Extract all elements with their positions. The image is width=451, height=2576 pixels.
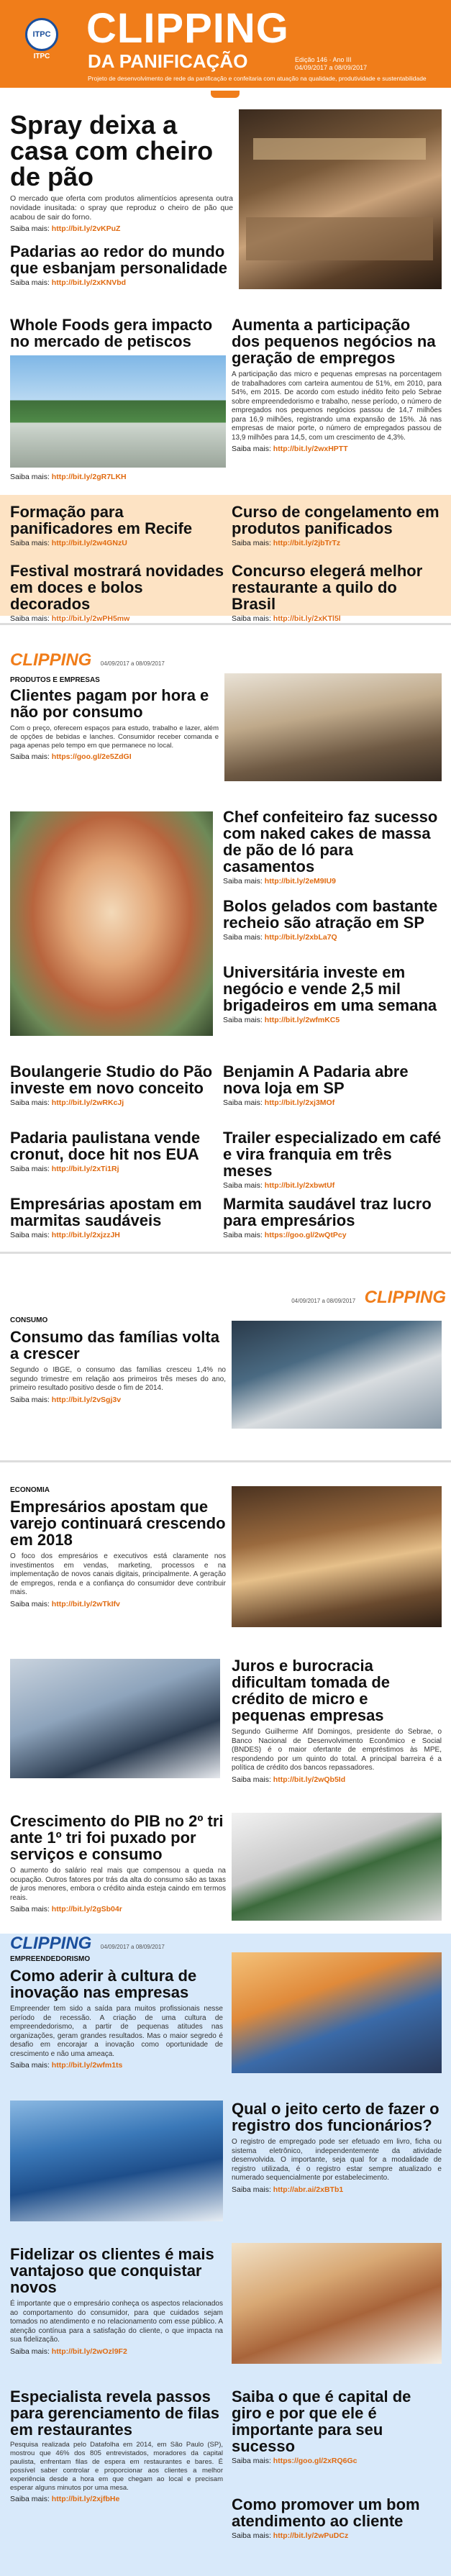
story-title: Empresários apostam que varejo continuará crescendo em 2018	[10, 1498, 226, 1549]
story-consumo	[10, 1316, 226, 1404]
saiba-mais	[10, 2061, 223, 2070]
story-title: Especialista revela passos para gerenciamento de filas em restaurantes	[10, 2388, 219, 2439]
clipping-bar-consumo	[259, 1288, 446, 1307]
story-link[interactable]: http://abr.ai/2xBTb1	[273, 2185, 344, 2194]
story-concurso	[232, 563, 442, 623]
story-varejo	[10, 1486, 226, 1608]
saiba-label: Saiba mais:	[10, 2495, 52, 2503]
saiba-label: Saiba mais:	[10, 1165, 52, 1173]
story-body: Empreender tem sido a saída para muitos profissionais nesse período de recessão. A criação de uma cultura de empreendedorismo, a partir de pequenas atitudes nas organizações, geram grandes resultados. Mas o maior segredo é desafio em encorajar a inovação como oportunidade de crescimento e não uma ameaça.	[10, 2005, 223, 2058]
saiba-mais	[10, 2347, 223, 2356]
story-title: Qual o jeito certo de fazer o registro dos funcionários?	[232, 2100, 439, 2134]
saiba-label: Saiba mais:	[232, 2185, 273, 2194]
clipping-bar-empreendedorismo	[10, 1934, 226, 1953]
story-title: Whole Foods gera impacto no mercado de petiscos	[10, 316, 213, 350]
story-body: O mercado que oferta com produtos alimentícios apresenta outra novidade inusitada: o spray que reproduz o cheiro de pão que acabou de sair do forno.	[10, 194, 233, 222]
story-title: Trailer especializado em café e vira franquia em três meses	[223, 1129, 442, 1180]
saiba-mais	[10, 1231, 219, 1239]
story-title: Como promover um bom atendimento ao cliente	[232, 2495, 420, 2530]
saiba-mais	[10, 278, 233, 287]
story-link[interactable]: http://bit.ly/2xKNVbd	[51, 278, 127, 287]
story-spray	[10, 112, 233, 233]
story-link[interactable]: http://bit.ly/2wOzl9F2	[51, 2347, 127, 2356]
saiba-label: Saiba mais:	[10, 1395, 52, 1404]
saiba-label: Saiba mais:	[10, 1905, 52, 1913]
edition-dates: 04/09/2017 a 08/09/2017	[295, 64, 368, 71]
saiba-label: Saiba mais:	[10, 224, 52, 233]
saiba-label: Saiba mais:	[10, 473, 52, 481]
story-title: Benjamin A Padaria abre nova loja em SP	[223, 1062, 409, 1097]
itpc-logo	[7, 7, 76, 70]
saiba-label: Saiba mais:	[232, 2531, 273, 2540]
saiba-label: Saiba mais:	[10, 1098, 52, 1107]
saiba-mais	[232, 539, 442, 547]
saiba-label: Saiba mais:	[223, 1181, 265, 1190]
coworking-cafe-photo	[224, 673, 442, 781]
shopping-cart-photo	[232, 1321, 442, 1429]
saiba-mais	[10, 2495, 223, 2503]
story-registro	[232, 2101, 442, 2194]
coins-plant-photo	[232, 1813, 442, 1921]
story-title: Saiba o que é capital de giro e por que ele é importante para seu sucesso	[232, 2388, 411, 2455]
story-body: Com o preço, oferecem espaços para estudo, trabalho e lazer, além de opções de bebidas e lanches. Consumidor receber comanda e paga apenas pelo tempo em que permanece no local.	[10, 724, 219, 750]
saiba-label: Saiba mais:	[223, 1016, 265, 1024]
story-body: O registro de empregado pode ser efetuado em livro, ficha ou sistema eletrônico, independentemente da atividade desenvolvida. O importante, seja qual for a modalidade de registro utilizada, é o registro estar sempre atualizado e numerado sequencialmente por estabelecimento.	[232, 2138, 442, 2182]
story-link[interactable]: http://bit.ly/2wPH5mw	[51, 614, 130, 623]
story-fidelizar	[10, 2246, 223, 2356]
saiba-mais	[10, 1098, 219, 1107]
story-formacao	[10, 504, 226, 547]
story-title: Empresárias apostam em marmitas saudáveis	[10, 1195, 202, 1229]
edition-info	[295, 56, 367, 72]
brand-title: CLIPPING	[86, 5, 289, 52]
story-link[interactable]: http://bit.ly/2w4GNzU	[51, 539, 127, 547]
story-link[interactable]: http://bit.ly/2xbLa7Q	[264, 933, 337, 942]
customer-service-photo	[232, 2243, 442, 2364]
clipping-date: 04/09/2017 a 08/09/2017	[100, 1944, 165, 1950]
story-pib	[10, 1813, 226, 1913]
story-body: Segundo Guilherme Afif Domingos, presidente do Sebrae, o Banco Nacional de Desenvolvimento Econômico e Social (BNDES) é o maior ofertante de empréstimos às MPE, respondendo por um quinto do total. A principal barreira é a política de crédito dos bancos repassadores.	[232, 1728, 442, 1772]
story-marmita	[223, 1196, 442, 1239]
saiba-label: Saiba mais:	[232, 445, 273, 453]
story-universitaria	[223, 964, 442, 1024]
story-wholefoods	[10, 317, 226, 350]
story-link[interactable]: http://bit.ly/2eM9IU9	[264, 877, 336, 886]
story-body: É importante que o empresário conheça os aspectos relacionados ao comportamento do consumidor, para que cuidados sejam tomados no atendimento e no relacionamento com esse público. A atenção contínua para a satisfação do cliente, o que impacta na sua fidelização.	[10, 2300, 223, 2344]
story-title: Bolos gelados com bastante recheio são atração em SP	[223, 897, 438, 932]
saiba-mais	[10, 1600, 226, 1608]
saiba-label: Saiba mais:	[223, 1231, 265, 1239]
saiba-mais	[10, 752, 219, 761]
story-link[interactable]: http://bit.ly/2gSb04r	[51, 1905, 122, 1913]
story-wholefoods-link	[10, 470, 226, 481]
story-title: Juros e burocracia dificultam tomada de crédito de micro e pequenas empresas	[232, 1657, 391, 1724]
story-title: Concurso elegerá melhor restaurante a quilo do Brasil	[232, 562, 423, 613]
story-title: Marmita saudável traz lucro para empresários	[223, 1195, 432, 1229]
saiba-mais	[223, 877, 442, 886]
mall-interior-photo	[232, 1486, 442, 1627]
story-title: Aumenta a participação dos pequenos negócios na geração de empregos	[232, 316, 436, 367]
story-link[interactable]: http://bit.ly/2wTkIfv	[51, 1599, 120, 1608]
story-clientes-hora	[10, 676, 219, 761]
saiba-mais	[232, 2457, 442, 2465]
story-bolos-gelados	[223, 898, 442, 942]
clipping-date: 04/09/2017 a 08/09/2017	[291, 1298, 356, 1304]
saiba-mais	[232, 1775, 442, 1784]
story-link[interactable]: http://bit.ly/2wQb5Id	[273, 1775, 346, 1784]
logo-abbr: ITPC	[32, 29, 51, 39]
story-title: Boulangerie Studio do Pão investe em novo conceito	[10, 1062, 213, 1097]
story-link[interactable]: http://bit.ly/2xTi1Rj	[51, 1165, 119, 1173]
story-link[interactable]: http://bit.ly/2gR7LKH	[51, 473, 127, 481]
story-festival	[10, 563, 226, 623]
story-title: Consumo das famílias volta a crescer	[10, 1328, 219, 1362]
header	[0, 0, 451, 91]
story-link[interactable]: http://bit.ly/2wfmKC5	[264, 1016, 340, 1024]
saiba-label: Saiba mais:	[10, 278, 52, 287]
logo-name: ITPC	[33, 52, 50, 60]
story-link[interactable]: http://bit.ly/2wfm1ts	[51, 2061, 123, 2070]
story-link[interactable]: http://bit.ly/2xjzzJH	[51, 1231, 120, 1239]
story-title: Curso de congelamento em produtos panificados	[232, 503, 439, 537]
story-filas	[10, 2388, 223, 2503]
binders-photo	[10, 2101, 223, 2221]
story-body: O aumento do salário real mais que compensou a queda na ocupação. Outros fatores por trás da alta do consumo são as taxas de juros menores, embora o crédito ainda esteja caindo em termos reais.	[10, 1867, 226, 1902]
saiba-mais	[10, 224, 233, 233]
saiba-label: Saiba mais:	[232, 2457, 273, 2465]
story-body: A participação das micro e pequenas empresas na porcentagem de trabalhadores com carteira aumentou de 51%, em 2010, para 54%, em 2015. De acordo com estudo inédito feito pelo Sebrae sobre empreendedorismo e trabalho, nesse período, o número de empregados nos pequenos negócios passou de 14,7 milhões para 16,9 milhões, registrando uma expansão de 15%. Já nas empresas de maior porte, o número de empregados passou de 13,9 milhões para 14,5, com um crescimento de 4,3%.	[232, 370, 442, 442]
whole-foods-store-photo	[10, 355, 226, 468]
story-link[interactable]: http://bit.ly/2wPuDCz	[273, 2531, 349, 2540]
saiba-label: Saiba mais:	[10, 539, 52, 547]
story-cronut	[10, 1129, 219, 1173]
saiba-mais	[10, 539, 226, 547]
saiba-label: Saiba mais:	[10, 2061, 52, 2070]
saiba-mais	[10, 473, 226, 481]
story-title: Padaria paulistana vende cronut, doce hit nos EUA	[10, 1129, 201, 1163]
saiba-mais	[10, 614, 226, 623]
story-pequenos-negocios	[232, 317, 442, 453]
story-juros	[232, 1657, 442, 1784]
story-link[interactable]: http://bit.ly/2xj3MOf	[264, 1098, 335, 1107]
saiba-label: Saiba mais:	[223, 933, 265, 942]
clipping-bar-products	[10, 650, 226, 670]
story-title: Formação para panificadores em Recife	[10, 503, 193, 537]
story-empresarias	[10, 1196, 219, 1239]
section-kicker: CONSUMO	[10, 1316, 48, 1324]
clipping-date: 04/09/2017 a 08/09/2017	[100, 660, 165, 667]
saiba-label: Saiba mais:	[10, 614, 52, 623]
story-title: Universitária investe em negócio e vende 2,5 mil brigadeiros em uma semana	[223, 963, 437, 1014]
story-link[interactable]: https://goo.gl/2xRQ6Gc	[273, 2457, 357, 2465]
tagline: Projeto de desenvolvimento de rede da panificação e confeitaria com atuação na qualidade, produtividade e sustentabilidade	[88, 75, 427, 82]
story-atendimento	[232, 2496, 442, 2540]
section-kicker: ECONOMIA	[10, 1486, 50, 1494]
saiba-label: Saiba mais:	[223, 1098, 265, 1107]
saiba-mais	[10, 1165, 219, 1173]
clipping-word: CLIPPING	[10, 650, 92, 670]
saiba-mais	[223, 933, 442, 942]
story-benjamin	[223, 1063, 442, 1107]
business-meeting-photo	[10, 1659, 220, 1778]
story-inovacao	[10, 1955, 223, 2070]
story-body: O foco dos empresários e executivos está claramente nos investimentos em vendas, marketing, processos e na implementação de novos canais digitais, principalmente. A geração de empregos, renda e a confiança do consumidor deve contribuir mais.	[10, 1552, 226, 1596]
clipping-word: CLIPPING	[364, 1288, 446, 1307]
naked-cake-photo	[10, 811, 213, 1036]
saiba-mais	[223, 1098, 442, 1107]
section-kicker: PRODUTOS E EMPRESAS	[10, 676, 100, 684]
saiba-label: Saiba mais:	[232, 614, 273, 623]
saiba-label: Saiba mais:	[223, 877, 265, 886]
saiba-label: Saiba mais:	[10, 1231, 52, 1239]
story-title: Chef confeiteiro faz sucesso com naked cakes de massa de pão de ló para casamentos	[223, 808, 438, 875]
story-curso	[232, 504, 442, 547]
section-rule	[0, 1252, 451, 1254]
story-title: Clientes pagam por hora e não por consumo	[10, 686, 209, 721]
saiba-mais	[10, 1905, 226, 1913]
saiba-mais	[223, 1181, 442, 1190]
saiba-mais	[232, 2531, 442, 2540]
edition-number: Edição 146 · Ano III	[295, 56, 352, 63]
saiba-label: Saiba mais:	[232, 539, 273, 547]
team-hands-photo	[232, 1952, 442, 2073]
header-divider-tab	[211, 91, 240, 98]
story-link[interactable]: http://bit.ly/2vKPuZ	[51, 224, 121, 233]
story-link[interactable]: http://bit.ly/2wRKcJj	[51, 1098, 124, 1107]
saiba-label: Saiba mais:	[232, 1775, 273, 1784]
logo-seal-icon	[25, 18, 58, 51]
saiba-mais	[232, 445, 442, 453]
story-chef-confeiteiro	[223, 809, 442, 886]
story-boulangerie	[10, 1063, 219, 1107]
saiba-label: Saiba mais:	[10, 1599, 52, 1608]
clipping-word: CLIPPING	[10, 1934, 92, 1953]
story-title: Como aderir à cultura de inovação nas empresas	[10, 1967, 197, 2001]
story-capital-giro	[232, 2388, 442, 2465]
story-link[interactable]: http://bit.ly/2xbwtUf	[264, 1181, 335, 1190]
story-link[interactable]: https://goo.gl/2wQtPcy	[264, 1231, 347, 1239]
section-rule	[0, 1460, 451, 1462]
story-title: Padarias ao redor do mundo que esbanjam personalidade	[10, 242, 227, 277]
saiba-label: Saiba mais:	[10, 752, 52, 761]
bakery-counter-photo	[239, 109, 442, 289]
brand-subtitle: DA PANIFICAÇÃO	[88, 50, 248, 72]
story-link[interactable]: http://bit.ly/2vSgj3v	[51, 1395, 122, 1404]
section-rule	[0, 623, 451, 625]
story-title: Spray deixa a casa com cheiro de pão	[10, 110, 214, 191]
story-title: Festival mostrará novidades em doces e bolos decorados	[10, 562, 224, 613]
saiba-mais	[232, 2185, 442, 2194]
saiba-mais	[10, 1396, 226, 1404]
saiba-mais	[232, 614, 442, 623]
story-trailer	[223, 1129, 442, 1190]
story-link[interactable]: http://bit.ly/2wxHPTT	[273, 445, 348, 453]
story-link[interactable]: https://goo.gl/2e5ZdGI	[51, 752, 132, 761]
story-padarias	[10, 243, 233, 287]
section-kicker: EMPREENDEDORISMO	[10, 1955, 91, 1963]
saiba-mais	[223, 1016, 442, 1024]
story-link[interactable]: http://bit.ly/2xKTl5l	[273, 614, 341, 623]
story-body: Segundo o IBGE, o consumo das famílias cresceu 1,4% no segundo trimestre em relação aos primeiros três meses do ano, primeiro resultado positivo desde o fim de 2014.	[10, 1366, 226, 1392]
story-link[interactable]: http://bit.ly/2xjfbHe	[51, 2495, 120, 2503]
saiba-label: Saiba mais:	[10, 2347, 52, 2356]
story-body: Pesquisa realizada pelo Datafolha em 2014, em São Paulo (SP), mostrou que 46% dos 805 entrevistados, moradores da capital paulista, enfrentam filas de espera em restaurantes e bares. É possível saber controlar e proporcionar aos clientes a melhor experiência desde a hora em que chegam ao local e precisam esperar alguns minutos por uma mesa.	[10, 2441, 223, 2492]
story-link[interactable]: http://bit.ly/2jbTrTz	[273, 539, 341, 547]
story-title: Crescimento do PIB no 2º tri ante 1º tri foi puxado por serviços e consumo	[10, 1812, 224, 1863]
story-title: Fidelizar os clientes é mais vantajoso que conquistar novos	[10, 2245, 214, 2296]
saiba-mais	[223, 1231, 442, 1239]
